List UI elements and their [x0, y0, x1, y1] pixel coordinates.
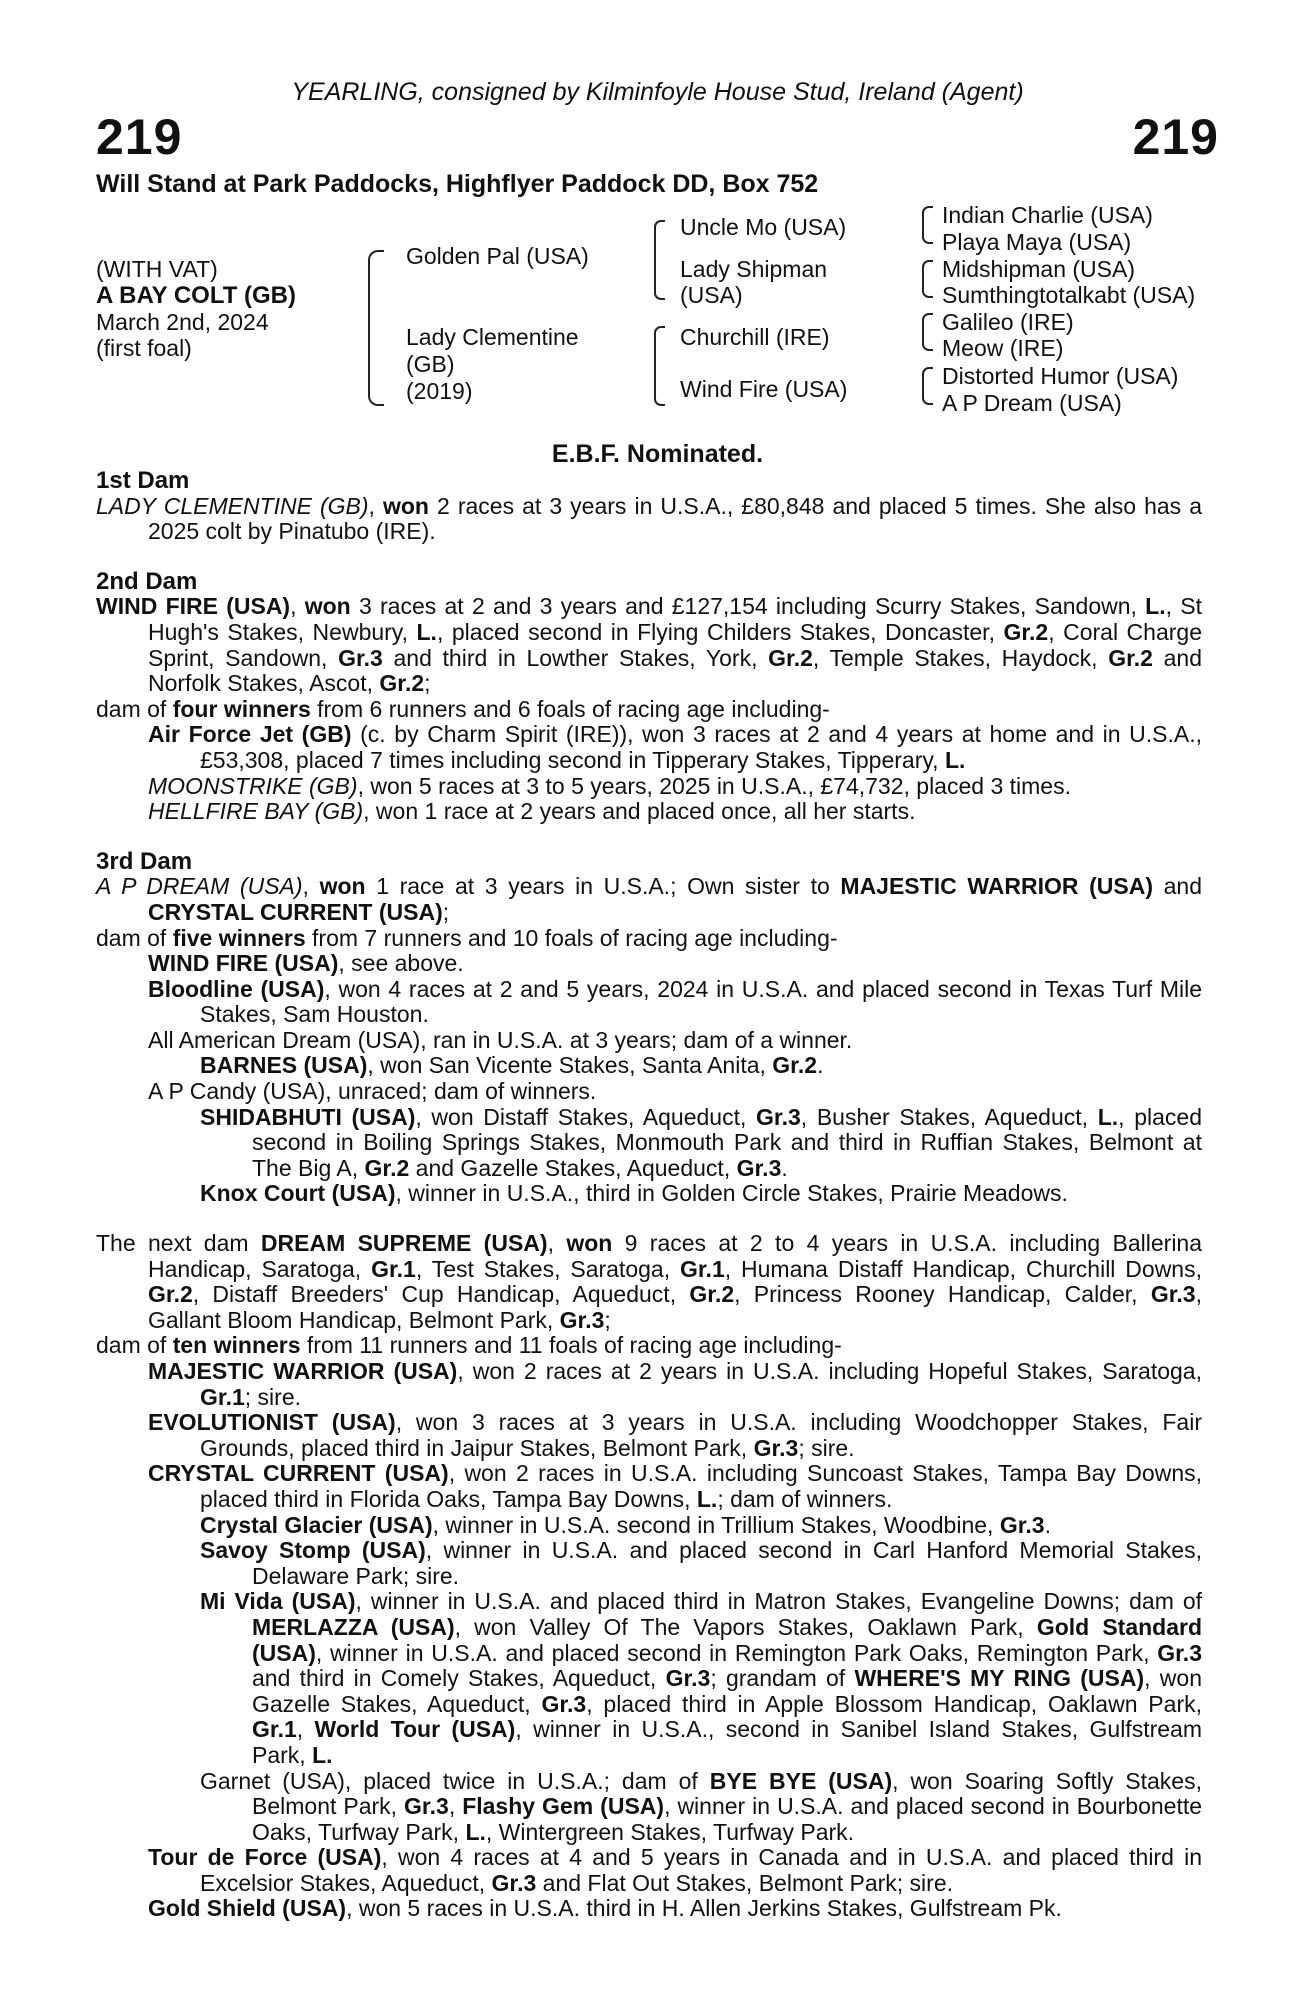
produce-entry: EVOLUTIONIST (USA), won 3 races at 3 years in U.S.A. including Woodchopper Stakes, Fair Grounds, placed third in Jaipur Stakes, Belmont Park, Gr.3; sire.: [148, 1409, 1202, 1461]
pedigree-dds: Distorted Humor (USA): [942, 363, 1179, 389]
produce-entry: SHIDABHUTI (USA), won Distaff Stakes, Aqueduct, Gr.3, Busher Stakes, Aqueduct, L., placed second in Boiling Springs Stakes, Monmouth Park and third in Ruffian Stakes, Belmont at The Big A, Gr.2 and Gazelle Stakes, Aqueduct, Gr.3.: [200, 1103, 1202, 1181]
lot-number-right: 219: [1132, 109, 1219, 165]
produce-entry: Gold Shield (USA), won 5 races in U.S.A. third in H. Allen Jerkins Stakes, Gulfstream Pk.: [148, 1895, 1062, 1922]
produce-entry: WIND FIRE (USA), see above.: [148, 950, 464, 977]
pedigree-dam-dam: Wind Fire (USA): [680, 376, 848, 402]
pedigree-sire: Golden Pal (USA): [406, 243, 589, 269]
pedigree-dam-year: (2019): [406, 378, 473, 404]
produce-entry: CRYSTAL CURRENT (USA), won 2 races in U.S.A. including Suncoast Stakes, Tampa Bay Downs, placed third in Florida Oaks, Tampa Bay Downs, L.; dam of winners.: [148, 1460, 1202, 1512]
pedigree-brace-gen3-2: [922, 260, 933, 298]
pedigree-brace-gen3-3: [922, 313, 933, 351]
produce-entry: Garnet (USA), placed twice in U.S.A.; dam of BYE BYE (USA), won Soaring Softly Stakes, Belmont Park, Gr.3, Flashy Gem (USA), winner in U.S.A. and placed second in Bourbonette Oaks, Turfway Park, L., Wintergreen Stakes, Turfway Park.: [200, 1767, 1203, 1845]
produce-entry: Savoy Stomp (USA), winner in U.S.A. and placed second in Carl Hanford Memorial Stakes, Delaware Park; sire.: [200, 1537, 1202, 1589]
pedigree-brace-main: [368, 250, 384, 406]
catalogue-text: [96, 466, 1202, 1922]
ebf-nominated: E.B.F. Nominated.: [551, 440, 764, 468]
pedigree-dss: Galileo (IRE): [942, 309, 1074, 335]
produce-entry: Mi Vida (USA), winner in U.S.A. and placed third in Matron Stakes, Evangeline Downs; dam of MERLAZZA (USA), won Valley Of The Vapors Stakes, Oaklawn Park, Gold Standard (USA), winner in U.S.A. and placed second in Remington Park Oaks, Remington Park, Gr.3 and third in Comely Stakes, Aqueduct, Gr.3; grandam of WHERE'S MY RING (USA), won Gazelle Stakes, Aqueduct, Gr.3, placed third in Apple Blossom Handicap, Oaklawn Park, Gr.1, World Tour (USA), winner in U.S.A., second in Sanibel Island Stakes, Gulfstream Park, L.: [200, 1588, 1202, 1768]
third-dam-heading: 3rd Dam: [96, 847, 193, 875]
horse-name: A BAY COLT (GB): [96, 282, 297, 309]
foaling-date: March 2nd, 2024: [96, 309, 269, 335]
produce-entry: MOONSTRIKE (GB), won 5 races at 3 to 5 years, 2025 in U.S.A., £74,732, placed 3 times.: [148, 772, 1071, 799]
produce-entry: MAJESTIC WARRIOR (USA), won 2 races at 2 years in U.S.A. including Hopeful Stakes, Saratoga, Gr.1; sire.: [148, 1358, 1202, 1410]
pedigree-sire-sire: Uncle Mo (USA): [680, 214, 847, 240]
pedigree-brace-sire: [654, 220, 665, 300]
pedigree-brace-dam: [654, 326, 665, 406]
pedigree-sds: Midshipman (USA): [942, 256, 1135, 282]
produce-entry: Crystal Glacier (USA), winner in U.S.A. second in Trillium Stakes, Woodbine, Gr.3.: [200, 1511, 1051, 1538]
third-dam-produce-summary: dam of five winners from 7 runners and 10 foals of racing age including-: [96, 924, 838, 951]
pedigree-sss: Indian Charlie (USA): [942, 202, 1153, 228]
produce-entry: A P Candy (USA), unraced; dam of winners.: [148, 1078, 597, 1105]
pedigree-dsd: Meow (IRE): [942, 335, 1064, 361]
pedigree-dam-origin: (GB): [406, 351, 455, 377]
pedigree-sire-dam-name: Lady Shipman: [680, 256, 828, 282]
first-dam-heading: 1st Dam: [96, 467, 190, 494]
third-dam-record: A P DREAM (USA), won 1 race at 3 years in U.S.A.; Own sister to MAJESTIC WARRIOR (USA) and CRYSTAL CURRENT (USA);: [96, 873, 1203, 925]
second-dam-produce-summary: dam of four winners from 6 runners and 6 foals of racing age including-: [96, 695, 830, 722]
pedigree-sire-dam-origin: (USA): [680, 282, 743, 308]
next-dam-record: The next dam DREAM SUPREME (USA), won 9 races at 2 to 4 years in U.S.A. including Ballerina Handicap, Saratoga, Gr.1, Test Stakes, Saratoga, Gr.1, Humana Distaff Handicap, Churchill Downs, Gr.2, Distaff Breeders' Cup Handicap, Aqueduct, Gr.2, Princess Rooney Handicap, Calder, Gr.3, Gallant Bloom Handicap, Belmont Park, Gr.3;: [96, 1230, 1203, 1333]
produce-entry: Knox Court (USA), winner in U.S.A., third in Golden Circle Stakes, Prairie Meadows.: [200, 1180, 1068, 1207]
pedigree-ssd: Playa Maya (USA): [942, 229, 1132, 255]
pedigree-ddd: A P Dream (USA): [942, 390, 1122, 416]
produce-entry: All American Dream (USA), ran in U.S.A. at 3 years; dam of a winner.: [148, 1026, 853, 1053]
pedigree-sdd: Sumthingtotalkabt (USA): [942, 282, 1196, 308]
produce-entry: Tour de Force (USA), won 4 races at 4 and 5 years in Canada and in U.S.A. and placed third in Excelsior Stakes, Aqueduct, Gr.3 and Flat Out Stakes, Belmont Park; sire.: [148, 1844, 1202, 1896]
produce-entry: Bloodline (USA), won 4 races at 2 and 5 years, 2024 in U.S.A. and placed second in Texas Turf Mile Stakes, Sam Houston.: [148, 975, 1202, 1028]
foal-note: (first foal): [96, 335, 192, 361]
produce-entry: HELLFIRE BAY (GB), won 1 race at 2 years and placed once, all her starts.: [148, 798, 916, 825]
second-dam-heading: 2nd Dam: [96, 567, 198, 595]
vat-note: (WITH VAT): [96, 256, 218, 282]
second-dam-record: WIND FIRE (USA), won 3 races at 2 and 3 years and £127,154 including Scurry Stakes, Sandown, L., St Hugh's Stakes, Newbury, L., placed second in Flying Childers Stakes, Doncaster, Gr.2, Coral Charge Sprint, Sandown, Gr.3 and third in Lowther Stakes, York, Gr.2, Temple Stakes, Haydock, Gr.2 and Norfolk Stakes, Ascot, Gr.2;: [96, 593, 1202, 697]
pedigree-brace-gen3-1: [922, 206, 933, 244]
produce-entry: Air Force Jet (GB) (c. by Charm Spirit (IRE)), won 3 races at 2 and 4 years at home and in U.S.A., £53,308, placed 7 times including second in Tipperary Stakes, Tipperary, L.: [148, 721, 1202, 773]
first-dam-record: LADY CLEMENTINE (GB), won 2 races at 3 years in U.S.A., £80,848 and placed 5 times. She also has a 2025 colt by Pinatubo (IRE).: [96, 492, 1202, 545]
pedigree-dam-name: Lady Clementine: [406, 324, 579, 350]
stand-location: Will Stand at Park Paddocks, Highflyer Paddock DD, Box 752: [96, 170, 819, 198]
produce-entry: BARNES (USA), won San Vicente Stakes, Santa Anita, Gr.2.: [200, 1052, 824, 1079]
next-dam-produce-summary: dam of ten winners from 11 runners and 11 foals of racing age including-: [96, 1332, 842, 1359]
lot-number-left: 219: [96, 109, 183, 165]
consignment-line: YEARLING, consigned by Kilminfoyle House Stud, Ireland (Agent): [291, 78, 1024, 106]
pedigree-dam-sire: Churchill (IRE): [680, 324, 830, 350]
pedigree-brace-gen3-4: [922, 367, 933, 405]
